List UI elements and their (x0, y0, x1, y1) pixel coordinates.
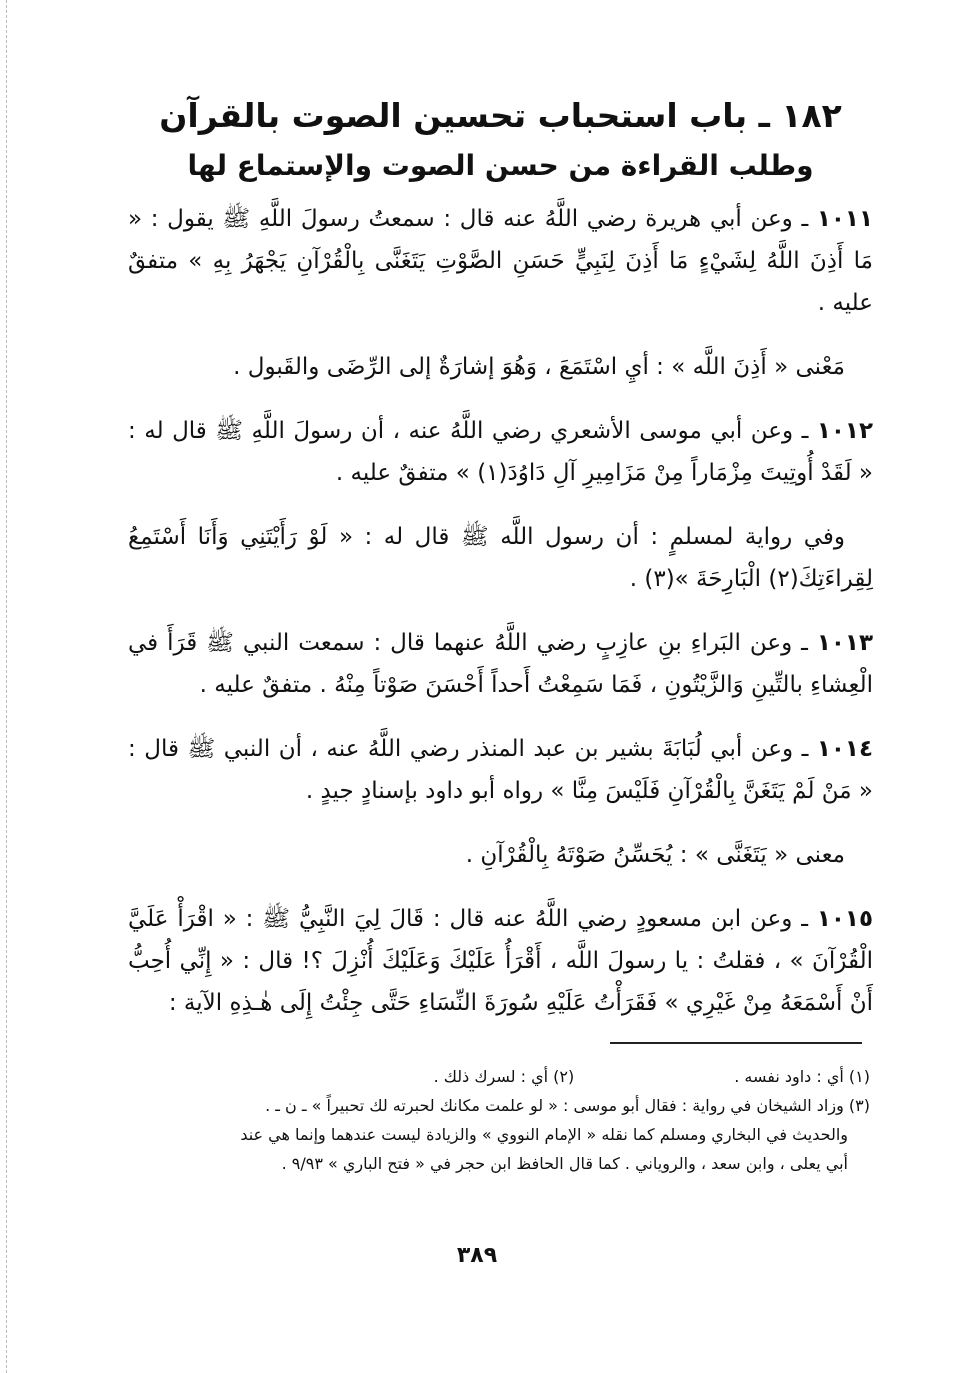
explanation-text: مَعْنى « أَذِنَ اللَّه » : أيِ اسْتَمَعَ ، وَهُوَ إشارَةٌ إلى الرِّضَى والقَبول . (233, 354, 845, 380)
chapter-subtitle: وطلب القراءة من حسن الصوت والإستماع لها (187, 149, 814, 182)
hadith-1012-muslim-narration (128, 516, 873, 600)
hadith-number: ١٠١٢ (816, 418, 874, 444)
page-body (128, 90, 873, 1046)
hadith-number: ١٠١١ (816, 206, 873, 232)
hadith-text: ـ وعن البَراءِ بنِ عازِبٍ رضي اللَّهُ عنهما قال : سمعت النبي ﷺ قَرَأَ في الْعِشاءِ بالتِّينِ وَالزَّيْتُونِ ، فَمَا سَمِعْتُ أَحداً أَحْسَنَ صَوْتاً مِنْهُ . متفقٌ عليه . (128, 630, 873, 698)
explanation-text: معنى « يَتَغَنَّى » : يُحَسِّنُ صَوْتَهُ بِالْقُرْآنِ . (465, 842, 845, 868)
page-number: ٣٨٩ (456, 1243, 498, 1268)
hadith-1011 (128, 198, 873, 324)
hadith-text: ـ وعن أبي لُبَابَةَ بشير بن عبد المنذر رضي اللَّهُ عنه ، أن النبي ﷺ قال : « مَنْ لَمْ يَتَغَنَّ بِالْقُرْآنِ فَلَيْسَ مِنَّا » رواه أبو داود بإسنادٍ جيدٍ . (128, 736, 873, 804)
hadith-number: ١٠١٣ (816, 630, 873, 656)
narration-text: وفي رواية لمسلمٍ : أن رسول اللَّه ﷺ قال له : « لَوْ رَأَيْتَنِي وَأَنَا أَسْتَمِعُ لِقِراءَتِكَ(٢) الْبَارِحَةَ »(٣) . (128, 524, 873, 592)
hadith-1012 (128, 410, 873, 494)
hadith-1014-explanation (128, 834, 873, 876)
hadith-1015 (128, 898, 873, 1024)
chapter-title: ١٨٢ ـ باب استحباب تحسين الصوت بالقرآن (159, 96, 842, 135)
hadith-text: ـ وعن أبي موسى الأشعري رضي اللَّهُ عنه ، أن رسولَ اللَّهِ ﷺ قال له : « لَقَدْ أُوتِيتَ مِزْمَاراً مِنْ مَزَامِيرِ آلِ دَاوُدَ(١) » متفقٌ عليه . (128, 418, 873, 486)
footnote-2: (٢) أي : لسرك ذلك . (433, 1067, 575, 1086)
page-edge-line (6, 0, 7, 1373)
hadith-text: ـ وعن أبي هريرة رضي اللَّهُ عنه قال : سمعتُ رسولَ اللَّهِ ﷺ يقول : « مَا أَذِنَ اللَّهُ لِشَيْءٍ مَا أَذِنَ لِنَبِيٍّ حَسَنِ الصَّوْتِ يَتَغَنَّى بِالْقُرْآنِ يَجْهَرُ بِهِ » متفقٌ عليه . (128, 206, 873, 316)
footnote-3-line-3: أبي يعلى ، وابن سعد ، والروياني . كما قال الحافظ ابن حجر في « فتح الباري » ٩/٩٣ . (281, 1154, 848, 1173)
hadith-1013 (128, 622, 873, 706)
hadith-1014 (128, 728, 873, 812)
hadith-text: ـ وعن ابن مسعودٍ رضي اللَّهُ عنه قال : قَالَ لِيَ النَّبِيُّ ﷺ : « اقْرَأْ عَلَيَّ الْقُرْآنَ » ، فقلتُ : يا رسولَ اللَّه ، أَقْرَأُ عَلَيْكَ وَعَلَيْكَ أُنْزِلَ ؟! قال : « إِنِّي أُحِبُّ أَنْ أَسْمَعَهُ مِنْ غَيْرِي » فَقَرَأْتُ عَلَيْهِ سُورَةَ النِّسَاءِ حَتَّى جِئْتُ إِلَى هٰـذِهِ الآية : (128, 906, 873, 1016)
hadith-number: ١٠١٤ (816, 736, 874, 762)
footnote-row (150, 1062, 870, 1091)
footnote-3-line-2: والحديث في البخاري ومسلم كما نقله « الإمام النووي » والزيادة ليست عندهما وإنما هي عند (240, 1125, 848, 1144)
footnotes (150, 1062, 870, 1178)
footnote-3-line-1: (٣) وزاد الشيخان في رواية : فقال أبو موسى : « لو علمت مكانك لحبرته لك تحبيراً » ـ ن ـ . (265, 1096, 870, 1115)
footnote-1: (١) أي : داود نفسه . (734, 1067, 870, 1086)
hadith-1011-explanation (128, 346, 873, 388)
hadith-number: ١٠١٥ (816, 906, 873, 932)
footnote-divider (610, 1042, 862, 1044)
